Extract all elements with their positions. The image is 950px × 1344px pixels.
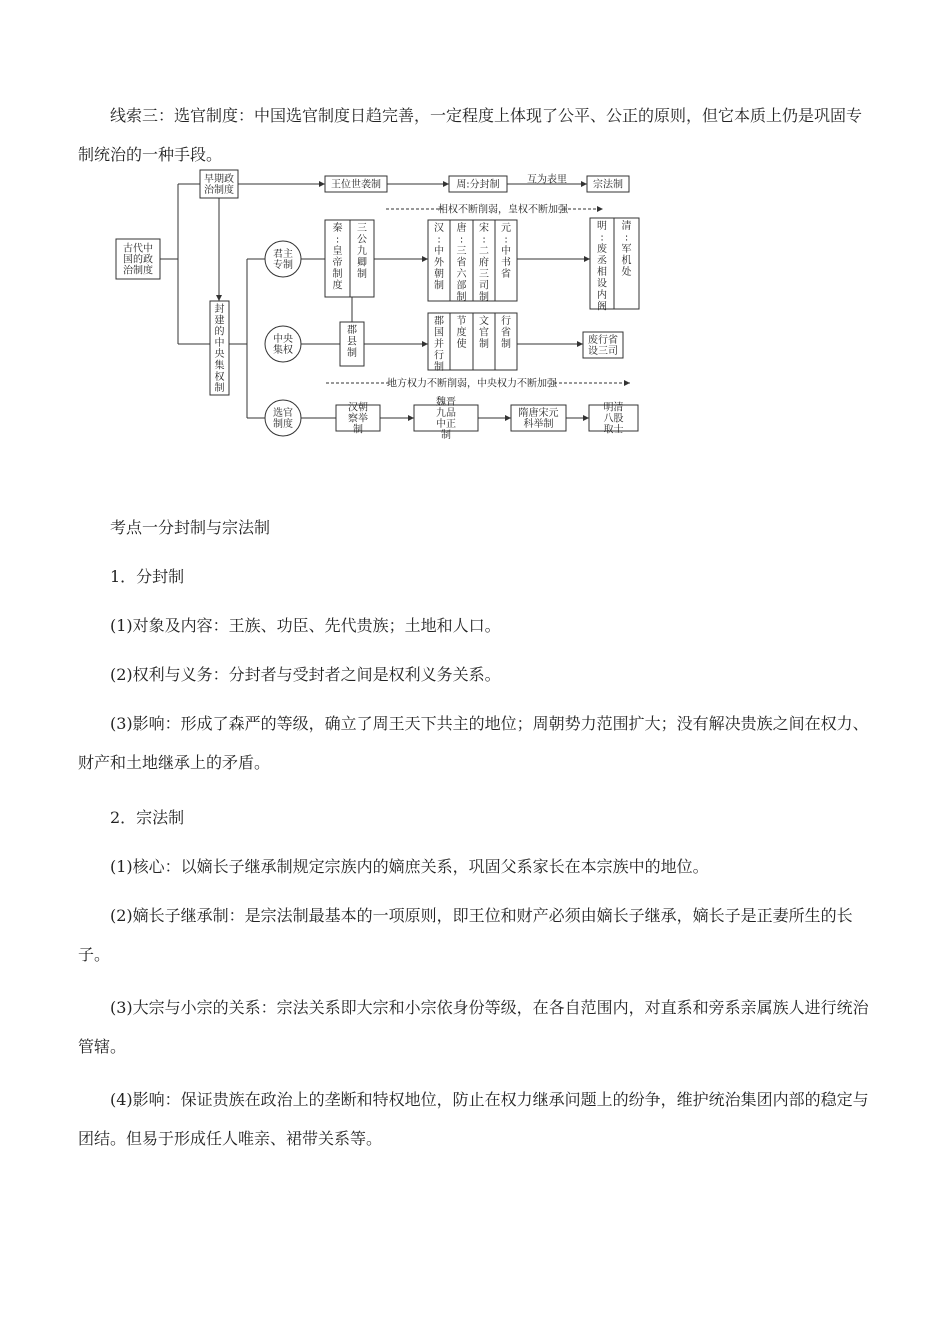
label-wangwei: 王位世袭制 <box>331 179 381 191</box>
paragraph-5: (2)嫡长子继承制：是宗法制最基本的一项原则，即王位和财产必须由嫡长子继承，嫡长子是正妻所生的长子。 <box>78 906 853 964</box>
label-junxian: 郡县制 <box>347 325 357 359</box>
paragraph-3: (3)影响：形成了森严的等级，确立了周王天下共主的地位；周朝势力范围扩大；没有解决贵族之间在权力、财产和土地继承上的矛盾。 <box>78 714 869 772</box>
paragraph-1: (1)对象及内容：王族、功臣、先代贵族；土地和人口。 <box>110 616 501 635</box>
paragraph-7: (4)影响：保证贵族在政治上的垄断和特权地位，防止在权力继承问题上的纷争，维护统治集团内部的稳定与团结。但易于形成任人唯亲、裙带关系等。 <box>78 1090 869 1148</box>
paragraph-6: (3)大宗与小宗的关系：宗法关系即大宗和小宗依身份等级，在各自范围内，对直系和旁系亲属族人进行统治管辖。 <box>78 998 869 1056</box>
paragraph-4: (1)核心：以嫡长子继承制规定宗族内的嫡庶关系，巩固父系家长在本宗族中的地位。 <box>110 857 709 876</box>
label-xingsheng: 行省制 <box>501 316 511 350</box>
label-junzhu: 君主专制 <box>273 249 293 271</box>
label-jiedushi: 节度使 <box>456 316 467 350</box>
label-xuanguan: 选官制度 <box>273 408 293 430</box>
label-zhongyang: 中央集权 <box>273 334 293 356</box>
heading-zongfa: 2．宗法制 <box>110 808 185 827</box>
label-biaoli: 互为表里 <box>527 174 567 186</box>
label-fengjian: 封建的中央集权制 <box>214 304 225 395</box>
label-early: 早期政治制度 <box>204 174 234 196</box>
label-zongfa: 宗法制 <box>593 179 623 191</box>
label-feixingsheng: 废行省设三司 <box>588 335 618 357</box>
label-tang-sansheng: 唐:三省六部制 <box>456 223 467 303</box>
heading-fenfeng: 1．分封制 <box>110 567 185 586</box>
label-yuan-zhongshu: 元:中书省 <box>501 223 511 280</box>
label-arrow-bottom: 地方权力不断削弱，中央权力不断加强 <box>387 378 557 390</box>
label-qin: 秦:皇帝制度 <box>332 223 343 292</box>
label-hanchaju: 汉朝察举制 <box>348 402 368 436</box>
label-root: 古代中国的政治制度 <box>123 243 153 277</box>
section-title: 考点一分封制与宗法制 <box>110 518 271 537</box>
label-wenguan: 文官制 <box>479 316 489 350</box>
label-sangong: 三公九卿制 <box>357 223 367 280</box>
label-arrow-top: 相权不断削弱，皇权不断加强 <box>438 204 568 216</box>
political-system-diagram <box>0 0 950 460</box>
label-zhou-fenfeng: 周:分封制 <box>456 179 500 191</box>
label-junguo: 郡国并行制 <box>434 316 444 373</box>
label-mingqing: 明清八股取士 <box>603 402 624 436</box>
intro-paragraph: 线索三：选官制度：中国选官制度日趋完善，一定程度上体现了公平、公正的原则，但它本质上仍是巩固专制统治的一种手段。 <box>78 106 863 164</box>
paragraph-2: (2)权利与义务：分封者与受封者之间是权利义务关系。 <box>110 665 501 684</box>
label-suitang: 隋唐宋元科举制 <box>518 408 559 430</box>
label-han-zhongwai: 汉:中外朝制 <box>434 223 444 292</box>
label-ming: 明:废丞相设内阁 <box>597 221 607 313</box>
label-qing: 清:军机处 <box>621 221 632 278</box>
label-weijin: 魏晋九品中正制 <box>436 397 456 441</box>
label-song-erfu: 宋:二府三司制 <box>479 223 489 303</box>
